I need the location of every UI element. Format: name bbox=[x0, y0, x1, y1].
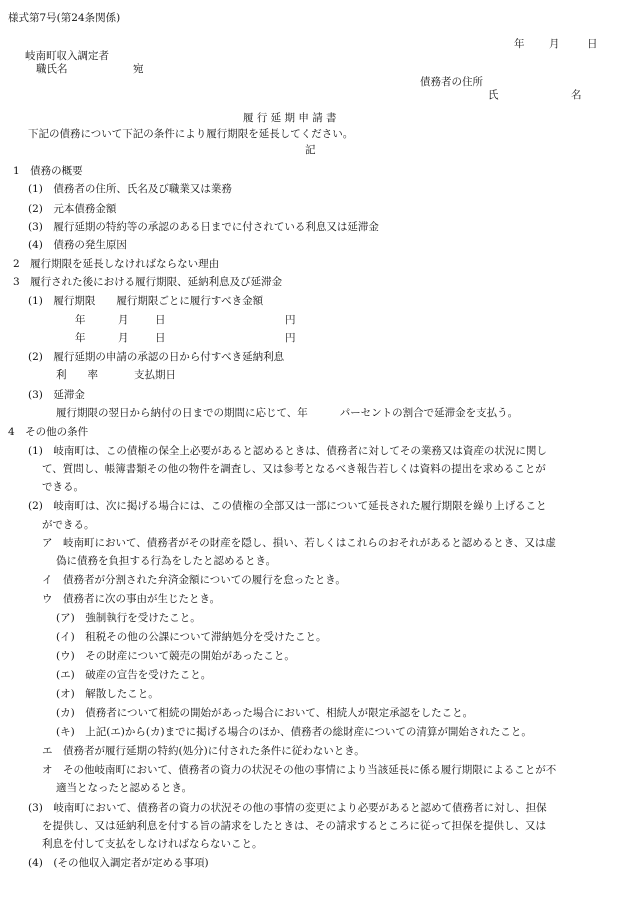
late-fee-text-b: パーセントの割合で延滞金を支払う。 bbox=[339, 407, 519, 419]
condition-3-line: 利息を付して支払をしなければならないこと。 bbox=[42, 838, 263, 850]
document-title: 履 行 延 期 申 請 書 bbox=[243, 112, 337, 124]
section-3-item-1: (1) 履行期限 履行期限ごとに履行すべき金額 bbox=[28, 295, 264, 307]
addressee-suffix: 宛 bbox=[133, 63, 144, 75]
sub-clause: (キ) 上記(エ)から(カ)までに掲げる場合のほか、債務者の総財産についての清算が開始されたこと。 bbox=[56, 726, 532, 738]
section-1-item: (1) 債務者の住所、氏名及び職業又は業務 bbox=[28, 183, 232, 195]
clause-o-line: オ その他岐南町において、債務者の資力の状況その他の事情により当該延長に係る履行期限によることが不 bbox=[42, 764, 557, 776]
schedule-year: 年 bbox=[75, 332, 86, 344]
addressee-position: 職氏名 bbox=[36, 63, 68, 75]
debtor-name-label-2: 名 bbox=[571, 89, 582, 101]
condition-1-line: できる。 bbox=[42, 481, 84, 493]
late-fee-text bbox=[56, 408, 518, 419]
intro-text: 下記の債務について下記の条件により履行期限を延長してください。 bbox=[28, 128, 354, 140]
section-3-item-3: (3) 延滞金 bbox=[28, 389, 85, 401]
schedule-day: 日 bbox=[155, 332, 166, 344]
schedule-month: 月 bbox=[118, 314, 129, 326]
schedule-day: 日 bbox=[155, 314, 166, 326]
sub-clause: (カ) 債務者について相続の開始があった場合において、相続人が限定承認をしたこと。 bbox=[56, 707, 474, 719]
ki-marker: 記 bbox=[305, 144, 316, 156]
condition-1-line: て、質問し、帳簿書類その他の物件を調査し、又は参考となるべき報告若しくは資料の提出を求めることが bbox=[42, 463, 546, 475]
section-3-item-2: (2) 履行延期の申請の承認の日から付すべき延納利息 bbox=[28, 351, 285, 363]
sub-clause: (イ) 租税その他の公課について滞納処分を受けたこと。 bbox=[56, 631, 327, 643]
section-4-title: 4 その他の条件 bbox=[8, 426, 89, 438]
interest-rate-label: 利 率 bbox=[56, 369, 98, 381]
condition-1-line: (1) 岐南町は、この債権の保全上必要があると認めるときは、債務者に対してその業務又は資産の状況に関し bbox=[28, 445, 547, 457]
section-1-item: (2) 元本債務金額 bbox=[28, 203, 117, 215]
clause-o-line: 適当となったと認めるとき。 bbox=[56, 782, 193, 794]
date-month: 月 bbox=[549, 38, 560, 50]
clause-i: イ 債務者が分割された弁済金額についての履行を怠ったとき。 bbox=[42, 574, 346, 586]
condition-2-line: ができる。 bbox=[42, 519, 95, 531]
section-1-item: (4) 債務の発生原因 bbox=[28, 239, 127, 251]
sub-clause: (エ) 破産の宣告を受けたこと。 bbox=[56, 669, 212, 681]
schedule-yen: 円 bbox=[285, 314, 296, 326]
section-2-title: 2 履行期限を延長しなければならない理由 bbox=[13, 258, 220, 270]
form-label: 様式第7号(第24条関係) bbox=[8, 12, 121, 24]
sub-clause: (オ) 解散したこと。 bbox=[56, 688, 159, 700]
late-fee-text-a: 履行期限の翌日から納付の日までの期間に応じて、年 bbox=[56, 407, 308, 419]
condition-4: (4) (その他収入調定者が定める事項) bbox=[28, 857, 209, 869]
section-3-title: 3 履行された後における履行期限、延納利息及び延滞金 bbox=[13, 276, 283, 288]
debtor-address-label: 債務者の住所 bbox=[420, 76, 483, 88]
date-year: 年 bbox=[514, 38, 525, 50]
debtor-name-label: 氏 bbox=[488, 89, 499, 101]
sub-clause: (ア) 強制執行を受けたこと。 bbox=[56, 612, 201, 624]
section-1-item: (3) 履行延期の特約等の承認のある日までに付されている利息又は延滞金 bbox=[28, 221, 379, 233]
schedule-year: 年 bbox=[75, 314, 86, 326]
condition-3-line: を提供し、又は延納利息を付する旨の請求をしたときは、その請求するところに従って担保を提供し、又は bbox=[42, 820, 546, 832]
schedule-month: 月 bbox=[118, 332, 129, 344]
clause-e: エ 債務者が履行延期の特約(処分)に付された条件に従わないとき。 bbox=[42, 745, 365, 757]
schedule-yen: 円 bbox=[285, 332, 296, 344]
sub-clause: (ウ) その財産について競売の開始があったこと。 bbox=[56, 650, 295, 662]
section-1-title: 1 債務の概要 bbox=[13, 165, 83, 177]
clause-a-line: ア 岐南町において、債務者がその財産を隠し、損い、若しくはこれらのおそれがあると認めるとき、又は虚 bbox=[42, 537, 556, 549]
condition-2-line: (2) 岐南町は、次に掲げる場合には、この債権の全部又は一部について延長された履行期限を繰り上げること bbox=[28, 500, 547, 512]
clause-a-line: 偽に債務を負担する行為をしたと認めるとき。 bbox=[56, 555, 277, 567]
addressee-org: 岐南町収入調定者 bbox=[25, 50, 109, 62]
date-day: 日 bbox=[587, 38, 598, 50]
condition-3-line: (3) 岐南町において、債務者の資力の状況その他の事情の変更により必要があると認めて債務者に対し、担保 bbox=[28, 802, 547, 814]
payment-date-label: 支払期日 bbox=[134, 369, 176, 381]
clause-u: ウ 債務者に次の事由が生じたとき。 bbox=[42, 593, 221, 605]
